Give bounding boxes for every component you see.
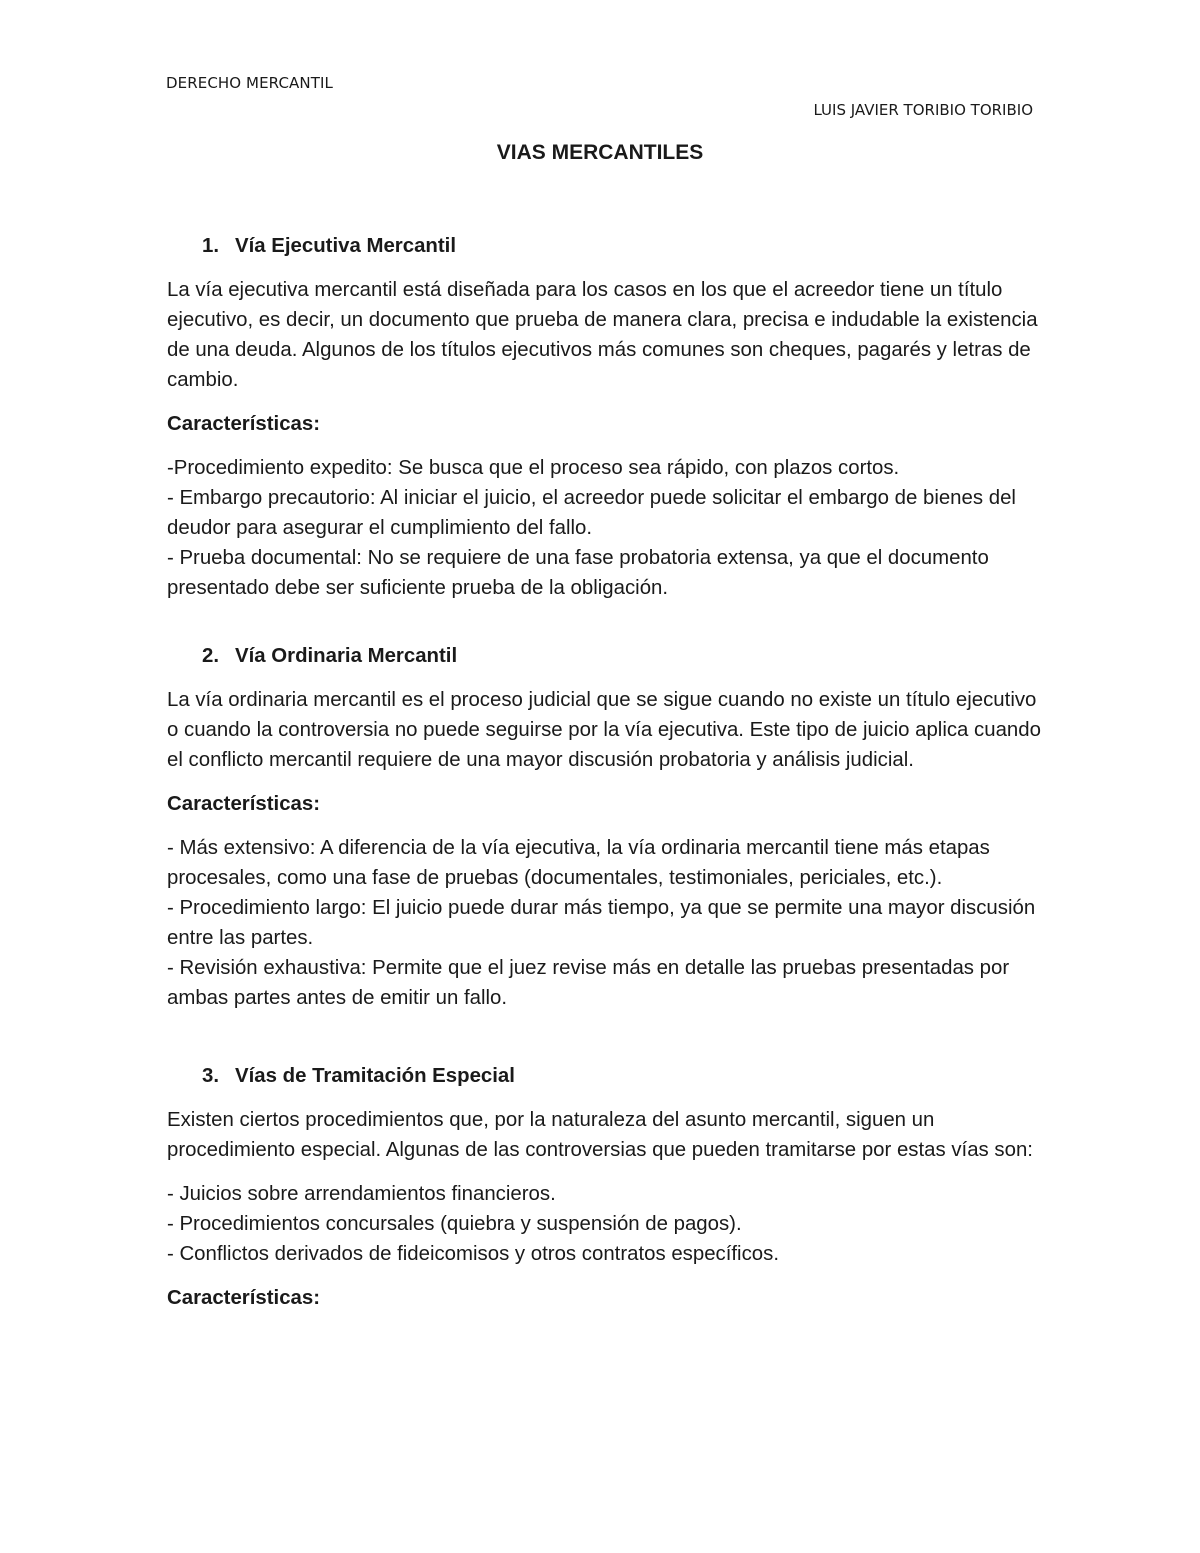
section-number: 2. — [202, 645, 220, 667]
section-number: 1. — [202, 235, 220, 257]
characteristics-label: Características: — [167, 413, 321, 435]
list-item: - Más extensivo: A diferencia de la vía ejecutiva, la vía ordinaria mercantil tiene más etapas procesales, como una fase de pruebas (documentales, testimoniales, periciales, etc.). — [167, 837, 990, 889]
document-body — [167, 231, 1047, 1327]
list-item: - Juicios sobre arrendamientos financieros. — [167, 1183, 556, 1205]
list-item: - Conflictos derivados de fideicomisos y otros contratos específicos. — [167, 1243, 779, 1265]
section-number: 3. — [202, 1065, 220, 1087]
characteristics-list — [167, 453, 1047, 603]
section-heading — [202, 1061, 1047, 1091]
characteristics-list — [167, 833, 1047, 1013]
section-title: Vías de Tramitación Especial — [235, 1065, 515, 1087]
list-item: -Procedimiento expedito: Se busca que el proceso sea rápido, con plazos cortos. — [167, 457, 900, 479]
document-title: VIAS MERCANTILES — [496, 141, 704, 164]
characteristics-label: Características: — [167, 793, 321, 815]
list-item: - Revisión exhaustiva: Permite que el juez revise más en detalle las pruebas presentadas por ambas partes antes de emitir un fallo. — [167, 957, 1010, 1009]
header-course: DERECHO MERCANTIL — [166, 74, 333, 92]
section-heading — [202, 641, 1047, 671]
section-paragraph: La vía ordinaria mercantil es el proceso judicial que se sigue cuando no existe un título ejecutivo o cuando la controversia no puede seguirse por la vía ejecutiva. Este tipo de juicio aplica cuando el conflicto mercantil requiere de una mayor discusión probatoria y análisis judicial. — [167, 689, 1041, 771]
characteristics-label: Características: — [167, 1287, 321, 1309]
procedures-list — [167, 1179, 1047, 1269]
list-item: - Procedimiento largo: El juicio puede durar más tiempo, ya que se permite una mayor discusión entre las partes. — [167, 897, 1036, 949]
header-author: LUIS JAVIER TORIBIO TORIBIO — [813, 101, 1033, 119]
section-heading — [202, 231, 1047, 261]
section-paragraph: La vía ejecutiva mercantil está diseñada para los casos en los que el acreedor tiene un título ejecutivo, es decir, un documento que prueba de manera clara, precisa e indudable la existencia de una deuda. Algunos de los títulos ejecutivos más comunes son cheques, pagarés y letras de cambio. — [167, 279, 1038, 391]
section-title: Vía Ejecutiva Mercantil — [235, 235, 456, 257]
list-item: - Embargo precautorio: Al iniciar el juicio, el acreedor puede solicitar el embargo de bienes del deudor para asegurar el cumplimiento del fallo. — [167, 487, 1016, 539]
list-item: - Prueba documental: No se requiere de una fase probatoria extensa, ya que el documento presentado debe ser suficiente prueba de la obligación. — [167, 547, 989, 599]
section-paragraph: Existen ciertos procedimientos que, por la naturaleza del asunto mercantil, siguen un procedimiento especial. Algunas de las controversias que pueden tramitarse por estas vías son: — [167, 1109, 1033, 1161]
list-item: - Procedimientos concursales (quiebra y suspensión de pagos). — [167, 1213, 742, 1235]
section-title: Vía Ordinaria Mercantil — [235, 645, 458, 667]
